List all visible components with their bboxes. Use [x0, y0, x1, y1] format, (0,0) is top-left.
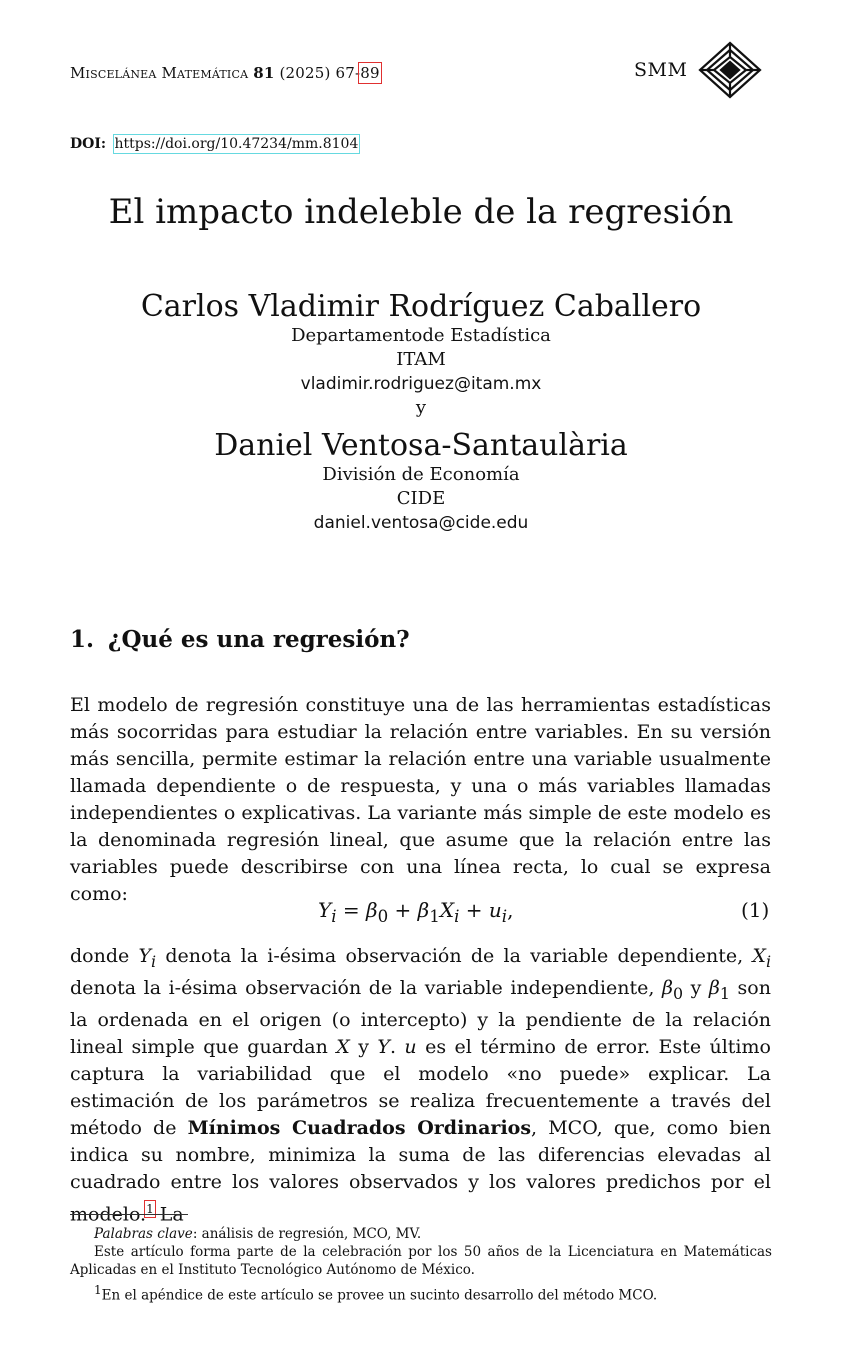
author-separator: y — [415, 397, 427, 418]
text-run: y — [349, 1035, 378, 1058]
author-department: Departamentode Estadística — [291, 325, 551, 346]
footnote-1-mark: 1 — [94, 1283, 102, 1297]
author-department: División de Economía — [322, 464, 520, 485]
doi-line — [70, 136, 358, 152]
doi-link[interactable]: https://doi.org/10.47234/mm.8104 — [114, 136, 359, 152]
equation-1 — [0, 898, 862, 928]
author-institution: ITAM — [396, 349, 446, 370]
section-title: ¿Qué es una regresión? — [108, 626, 410, 653]
text-run: es el término de error. Este último captura la variabilidad que el modelo «no puede» explicar. La estimación de los parámetros se realiza frecuentemente a través del método de — [70, 1035, 771, 1139]
author-block-2 — [0, 429, 842, 535]
smm-logo — [634, 40, 763, 100]
author-name: Carlos Vladimir Rodríguez Caballero — [140, 289, 702, 324]
author-institution: CIDE — [396, 488, 446, 509]
last-page-link[interactable]: 89 — [360, 64, 380, 82]
text-run: donde — [70, 945, 139, 967]
running-head — [70, 64, 380, 82]
author-name: Daniel Ventosa-Santaulària — [214, 428, 628, 463]
doi-label: DOI: — [70, 136, 107, 152]
text-run: , MCO, que, como bien indica su nombre, minimiza la suma de las diferencias elevadas al cuadrado entre los valores observados y los valores predichos por el modelo. — [70, 1116, 771, 1225]
footnote-1 — [94, 1281, 657, 1305]
footnote-note: Este artículo forma parte de la celebración por los 50 años de la Licenciatura en Matemáticas Aplicadas en el Instituto Tecnológico Autónomo de México. — [70, 1244, 772, 1278]
equation-number: (1) — [741, 898, 770, 922]
smm-logo-text: SMM — [634, 59, 688, 81]
section-number: 1. — [70, 626, 95, 653]
journal-year: (2025) — [279, 64, 331, 82]
journal-volume: 81 — [253, 64, 275, 82]
text-run: denota la i-ésima observación de la variable dependiente, — [156, 945, 753, 967]
paragraph-intro: El modelo de regresión constituye una de las herramientas estadísticas más socorridas para estudiar la relación entre variables. En su versión más sencilla, permite estimar la relación entre una variable usualmente llamada dependiente o de respuesta, y una o más variables llamadas independientes o explicativas. La variante más simple de este modelo es la denominada regresión lineal, que asume que la relación entre las variables puede describirse con una línea recta, lo cual se expresa como: — [70, 694, 771, 905]
text-run: denota la i-ésima observación de la variable independiente, — [70, 976, 662, 999]
smm-diamond-icon — [697, 41, 763, 99]
keywords-label: Palabras clave — [94, 1226, 193, 1242]
text-run: La — [153, 1202, 184, 1225]
journal-name: Miscelánea Matemática — [70, 64, 249, 82]
page-range — [335, 64, 379, 82]
keywords-text: : análisis de regresión, MCO, MV. — [192, 1226, 422, 1242]
footnote-keywords — [94, 1225, 421, 1243]
paragraph-definitions: donde $Y_i$ denota la i-ésima observación de la variable dependiente, $X_i$ denota la i-ésima observación de la variable independiente, $\beta_0$ y $\beta_1$ son la ordenada en el origen (o intercepto) y la pendiente de la relación lineal simple que guardan X y Y. u es el término de error. Este último captura la variabilidad que el modelo «no puede» explicar. La estimación de los parámetros se realiza frecuentemente a través del método de Mínimos Cuadrados Ordinarios, MCO, que, como bien indica su nombre, minimiza la suma de las diferencias elevadas al cuadrado entre los valores observados y los valores predichos por el modelo.$^1$ La — [70, 945, 771, 1225]
section-heading — [70, 626, 410, 653]
author-email[interactable]: daniel.ventosa@cide.edu — [313, 513, 529, 533]
author-block-1 — [0, 290, 842, 420]
paper-title: El impacto indeleble de la regresión — [108, 192, 734, 232]
author-email[interactable]: vladimir.rodriguez@itam.mx — [300, 374, 542, 394]
bold-term: Mínimos Cuadrados Ordinarios — [187, 1116, 532, 1139]
text-run: . — [389, 1035, 405, 1058]
page-start: 67- — [335, 64, 361, 82]
footnote-divider — [70, 1214, 188, 1215]
footnote-1-text: En el apéndice de este artículo se provee un sucinto desarrollo del método MCO. — [101, 1287, 658, 1304]
footnote-1-link[interactable]: 1 — [146, 1201, 154, 1216]
equation-body: $Y_i = \beta_0 + \beta_1X_i + u_i$, — [318, 898, 514, 926]
text-run: son la ordenada en el origen (o intercepto) y la pendiente de la relación lineal simple que guardan — [70, 976, 771, 1058]
text-run: y — [683, 976, 709, 999]
